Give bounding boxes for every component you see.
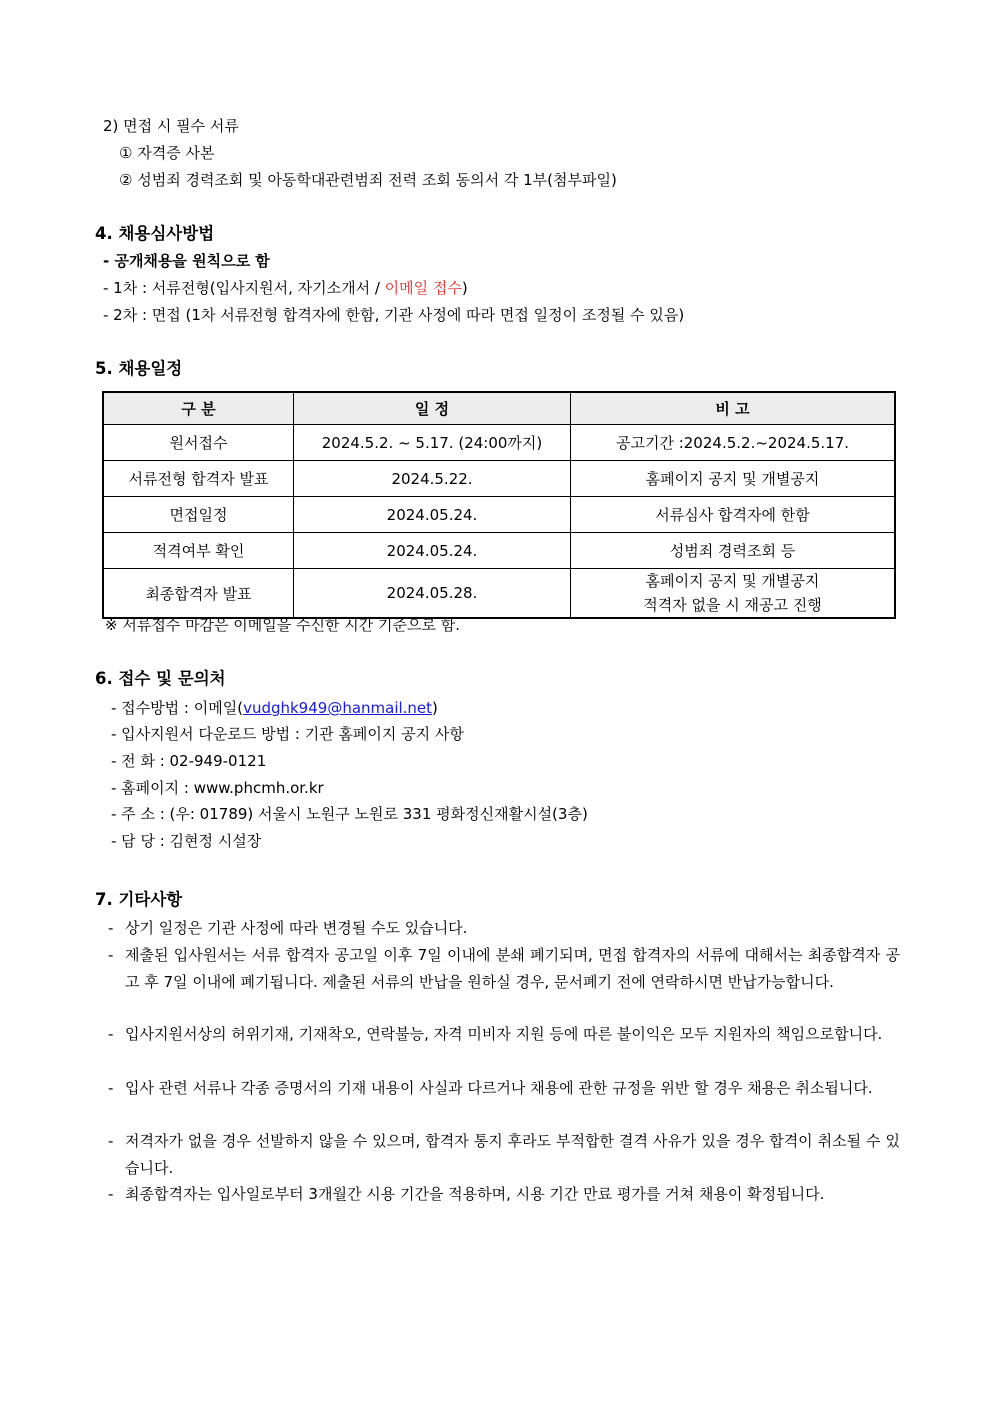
table-cell: 최종합격자 발표 xyxy=(103,569,294,619)
table-cell: 원서접수 xyxy=(103,425,294,461)
table-cell: 성범죄 경력조회 등 xyxy=(571,533,896,569)
address: - 주 소 : (우: 01789) 서울시 노원구 노원로 331 평화정신재활시설(3층) xyxy=(111,805,588,823)
bullet-dash: - xyxy=(108,919,114,937)
bullet-dash: - xyxy=(108,1079,114,1097)
phone: - 전 화 : 02-949-0121 xyxy=(111,752,267,770)
round-1-text: - 1차 : 서류전형(입사지원서, 자기소개서 / xyxy=(103,279,385,297)
table-cell: 면접일정 xyxy=(103,497,294,533)
email-submission-highlight: 이메일 접수 xyxy=(384,279,462,297)
table-cell: 2024.5.22. xyxy=(294,461,571,497)
table-cell-line: 홈페이지 공지 및 개별공지 xyxy=(645,572,820,590)
homepage: - 홈페이지 : www.phcmh.or.kr xyxy=(111,779,324,797)
table-cell: 2024.05.28. xyxy=(294,569,571,619)
table-cell: 서류전형 합격자 발표 xyxy=(103,461,294,497)
table-cell: 서류심사 합격자에 한함 xyxy=(571,497,896,533)
table-row xyxy=(103,533,895,569)
table-row xyxy=(103,461,895,497)
bullet-dash: - xyxy=(108,1025,114,1043)
section-5-heading: 5. 채용일정 xyxy=(95,359,183,378)
schedule-note: ※ 서류접수 마감은 이메일을 수신한 시간 기준으로 함. xyxy=(105,616,461,634)
notice-item: 입사 관련 서류나 각종 증명서의 기재 내용이 사실과 다르거나 채용에 관한 규정을 위반 할 경우 채용은 취소됩니다. xyxy=(125,1079,873,1097)
table-cell: 2024.5.2. ~ 5.17. (24:00까지) xyxy=(294,425,571,461)
required-doc-item: ② 성범죄 경력조회 및 아동학대관련범죄 전력 조회 동의서 각 1부(첨부파일) xyxy=(119,171,617,189)
table-row xyxy=(103,497,895,533)
table-cell: 2024.05.24. xyxy=(294,497,571,533)
submission-method xyxy=(111,698,438,718)
notice-item: 제출된 입사원서는 서류 합격자 공고일 이후 7일 이내에 분쇄 폐기되며, 면접 합격자의 서류에 대해서는 최종합격자 공고 후 7일 이내에 폐기됩니다. 제출된 서류의 반납을 원하실 경우, 문서폐기 전에 연락하시면 반납가능합니다. xyxy=(125,946,900,991)
table-cell: 2024.05.24. xyxy=(294,533,571,569)
submission-method-label: - 접수방법 : 이메일( xyxy=(111,699,244,717)
table-cell-line: 적격자 없을 시 재공고 진행 xyxy=(643,596,822,614)
email-link[interactable]: vudghk949@hanmail.net xyxy=(243,699,433,717)
section-7-heading: 7. 기타사항 xyxy=(95,890,183,909)
table-row xyxy=(103,425,895,461)
table-cell: 적격여부 확인 xyxy=(103,533,294,569)
screening-round-2: - 2차 : 면접 (1차 서류전형 합격자에 한함, 기관 사정에 따라 면접 일정이 조정될 수 있음) xyxy=(103,306,685,324)
table-cell: 공고기간 :2024.5.2.~2024.5.17. xyxy=(571,425,896,461)
bullet-dash: - xyxy=(108,946,114,964)
round-1-suffix: ) xyxy=(461,279,468,297)
section-6-heading: 6. 접수 및 문의처 xyxy=(95,669,226,688)
schedule-table xyxy=(102,391,896,619)
section-4-heading: 4. 채용심사방법 xyxy=(95,224,215,243)
bullet-dash: - xyxy=(108,1185,114,1203)
header-schedule: 일 정 xyxy=(294,392,571,425)
screening-round-1 xyxy=(103,278,468,298)
notice-item: 입사지원서상의 허위기재, 기재착오, 연락불능, 자격 미비자 지원 등에 따른 불이익은 모두 지원자의 책임으로합니다. xyxy=(125,1025,883,1043)
table-header-row xyxy=(103,392,895,425)
table-cell: 홈페이지 공지 및 개별공지 xyxy=(571,461,896,497)
header-remarks: 비 고 xyxy=(571,392,896,425)
table-row xyxy=(103,569,895,619)
notice-item: 상기 일정은 기관 사정에 따라 변경될 수도 있습니다. xyxy=(125,919,468,937)
header-category: 구 분 xyxy=(103,392,294,425)
table-cell xyxy=(571,569,896,619)
required-doc-item: ① 자격증 사본 xyxy=(119,144,215,162)
bullet-dash: - xyxy=(108,1132,114,1150)
notice-item: 저격자가 없을 경우 선발하지 않을 수 있으며, 합격자 통지 후라도 부적합한 결격 사유가 있을 경우 합격이 취소될 수 있습니다. xyxy=(125,1132,900,1177)
screening-principle: - 공개채용을 원칙으로 함 xyxy=(103,252,270,270)
notice-item: 최종합격자는 입사일로부터 3개월간 시용 기간을 적용하며, 시용 기간 만료 평가를 거쳐 채용이 확정됩니다. xyxy=(125,1185,825,1203)
download-method: - 입사지원서 다운로드 방법 : 기관 홈페이지 공지 사항 xyxy=(111,725,464,743)
contact-person: - 담 당 : 김현정 시설장 xyxy=(111,832,262,850)
submission-method-suffix: ) xyxy=(432,699,438,717)
required-docs-title: 2) 면접 시 필수 서류 xyxy=(103,117,239,135)
